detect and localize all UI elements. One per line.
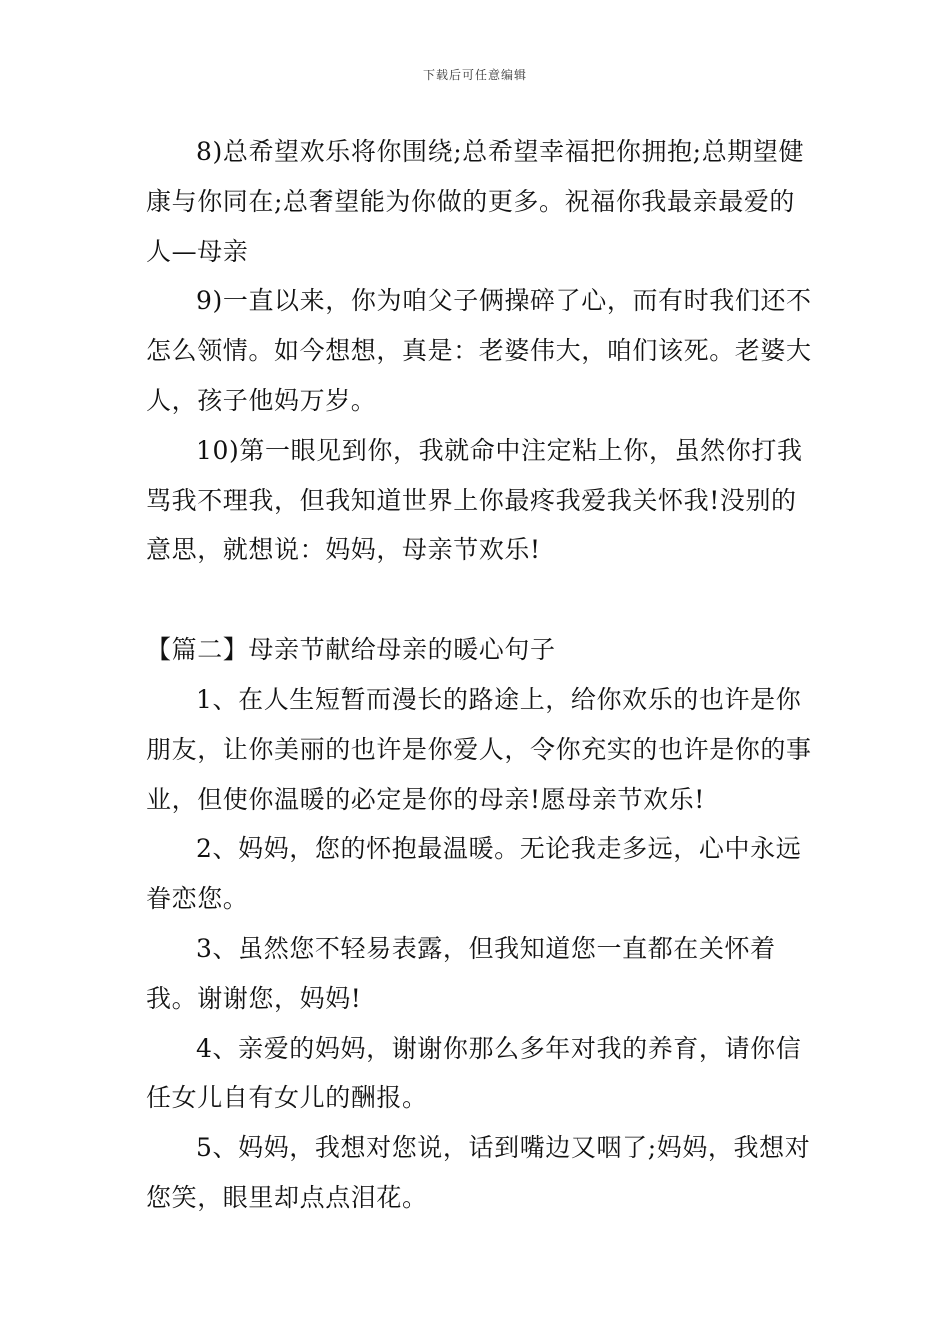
paragraph-item-10: 10)第一眼见到你，我就命中注定粘上你，虽然你打我骂我不理我，但我知道世界上你最疼我爱我关怀我!没别的意思，就想说：妈妈，母亲节欢乐! [146,435,803,565]
paragraph-item-2: 2、妈妈，您的怀抱最温暖。无论我走多远，心中永远眷恋您。 [146,834,802,914]
paragraph-item-3: 3、虽然您不轻易表露，但我知道您一直都在关怀着我。谢谢您，妈妈! [146,933,776,1013]
paragraph-item-8: 8)总希望欢乐将你围绕;总希望幸福把你拥抱;总期望健康与你同在;总奢望能为你做的更多。祝福你我最亲最爱的人—母亲 [146,137,805,266]
paragraph-item-9: 9)一直以来，你为咱父子俩操碎了心，而有时我们还不怎么领情。如今想想，真是：老婆伟大，咱们该死。老婆大人，孩子他妈万岁。 [146,286,812,415]
paragraph-item-5: 5、妈妈，我想对您说，话到嘴边又咽了;妈妈，我想对您笑，眼里却点点泪花。 [146,1133,811,1212]
paragraph-item-4: 4、亲爱的妈妈，谢谢你那么多年对我的养育，请你信任女儿自有女儿的酬报。 [146,1033,802,1113]
paragraph-item-1: 1、在人生短暂而漫长的路途上，给你欢乐的也许是你朋友，让你美丽的也许是你爱人，令你充实的也许是你的事业，但使你温暖的必定是你的母亲!愿母亲节欢乐! [146,684,812,814]
section-heading: 【篇二】母亲节献给母亲的暖心句子 [146,635,556,665]
document-body [146,127,812,1223]
section-spacer [146,575,812,625]
header-note: 下载后可任意编辑 [422,68,527,82]
